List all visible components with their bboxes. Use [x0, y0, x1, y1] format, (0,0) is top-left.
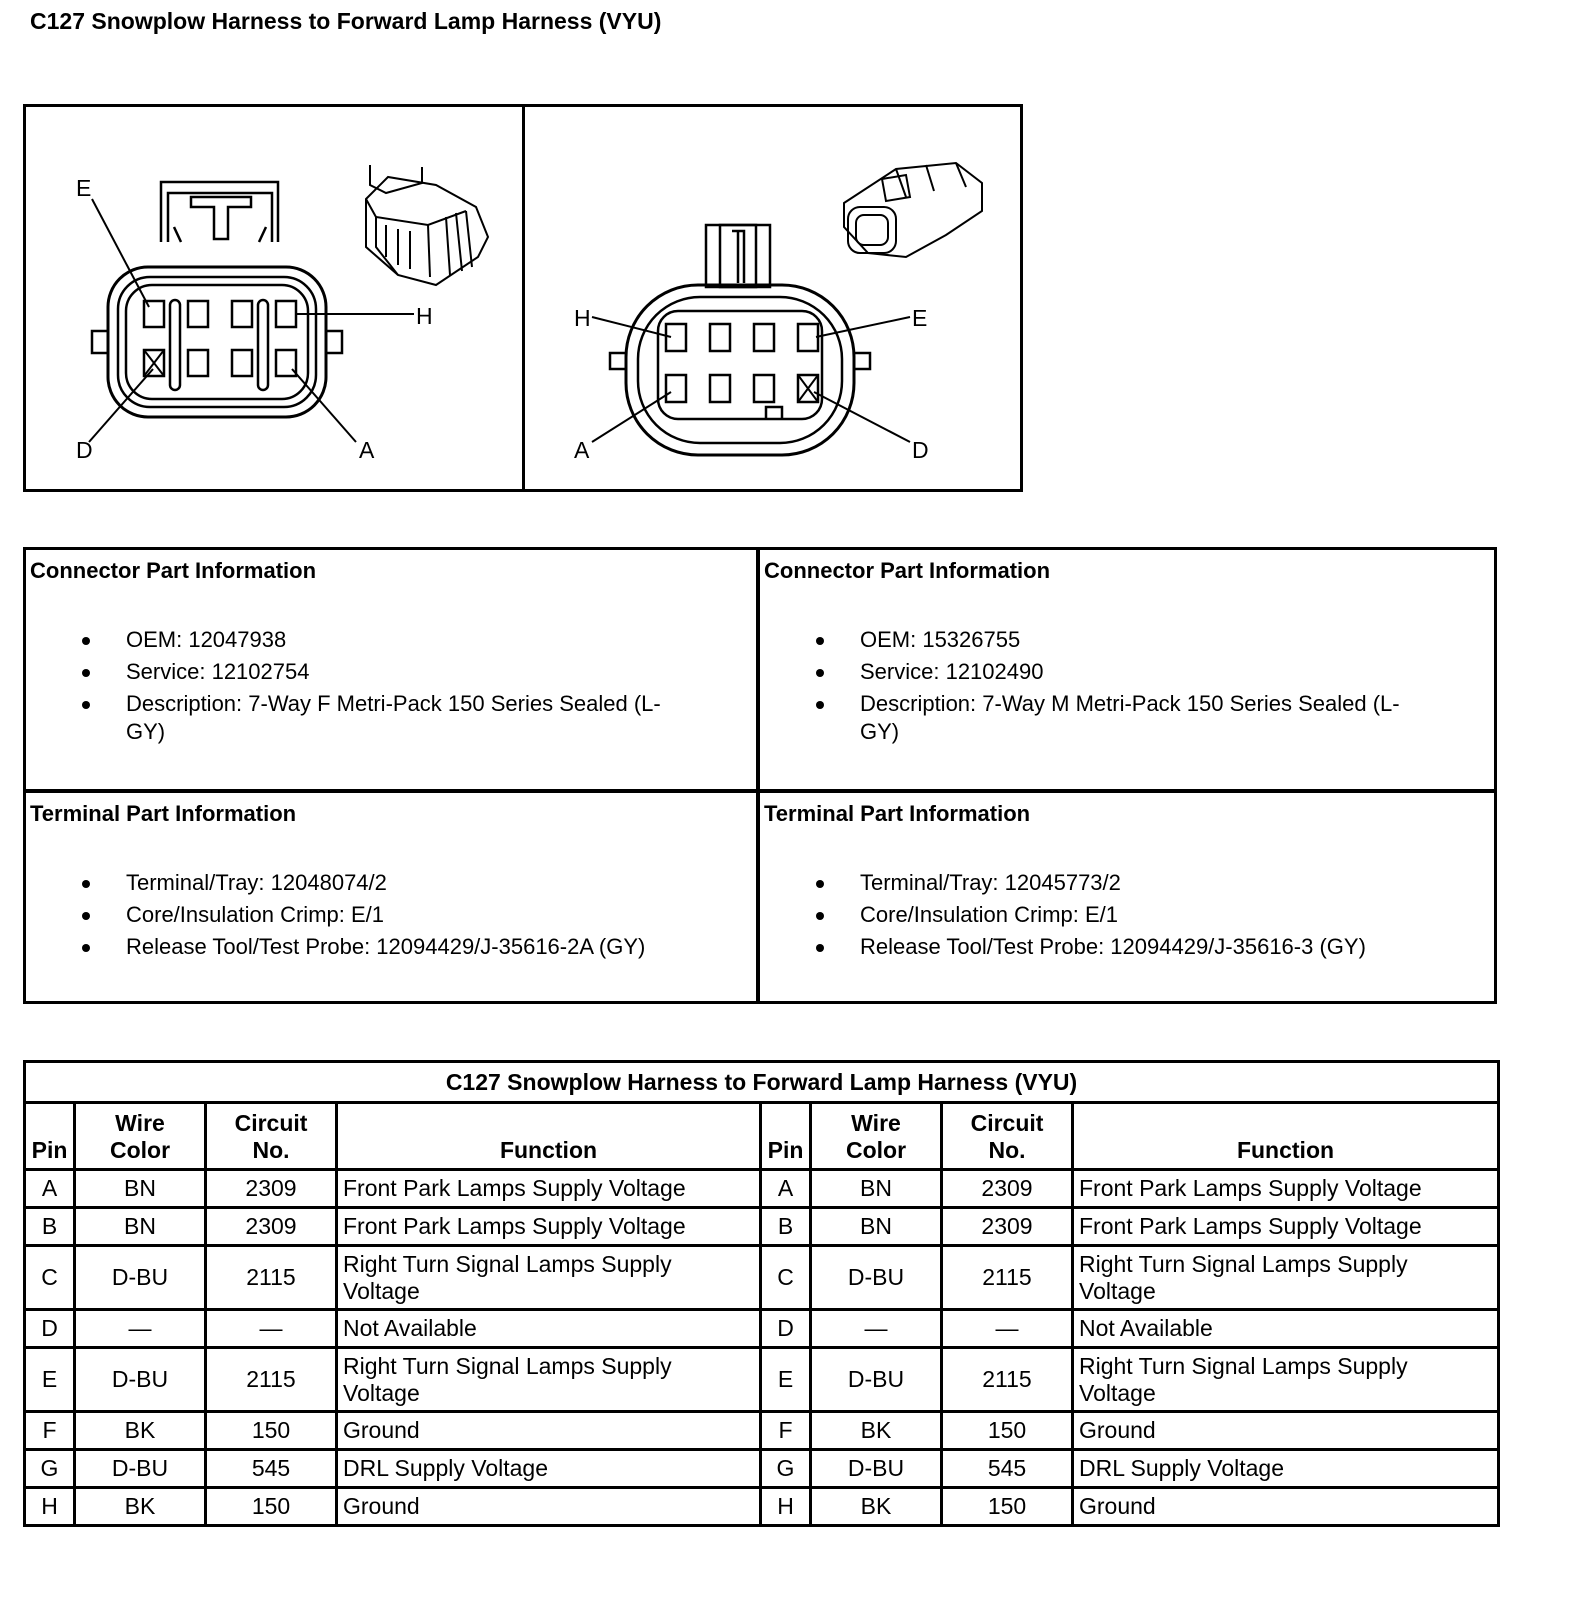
pin-cell: F [25, 1412, 75, 1450]
wire-color-cell: — [75, 1310, 206, 1348]
pin-label-A-right: A [574, 437, 590, 463]
bullet [816, 944, 824, 952]
col-header-circuit: Circuit No. [206, 1103, 337, 1170]
page-title: C127 Snowplow Harness to Forward Lamp Harness (VYU) [30, 8, 662, 34]
pin-label-A-left: A [359, 437, 375, 463]
wire-color-cell: BK [811, 1412, 942, 1450]
wire-color-cell: D-BU [75, 1450, 206, 1488]
circuit-cell: 150 [206, 1412, 337, 1450]
table-row [25, 1170, 1499, 1208]
pin-label-H-right: H [574, 305, 591, 331]
list-item [26, 658, 726, 686]
list-item [760, 658, 1470, 686]
terminal-info-list [760, 869, 1480, 965]
circuit-cell: 2115 [942, 1246, 1073, 1310]
right-connector-info [760, 550, 1494, 789]
pinout-table-caption: C127 Snowplow Harness to Forward Lamp Harness (VYU) [25, 1062, 1499, 1103]
table-row [25, 1488, 1499, 1526]
bullet [82, 880, 90, 888]
release-tool-value: Release Tool/Test Probe: 12094429/J-35616-2A (GY) [126, 934, 646, 959]
list-item-continuation [26, 718, 726, 746]
wire-color-cell: D-BU [75, 1348, 206, 1412]
connector-diagram-panel [23, 104, 1023, 492]
list-item [26, 901, 746, 929]
circuit-cell: 2115 [206, 1246, 337, 1310]
pin-cell: A [761, 1170, 811, 1208]
list-item [760, 933, 1480, 961]
col-header-function: Function [337, 1103, 761, 1170]
wire-color-cell: D-BU [75, 1246, 206, 1310]
pin-cell: B [761, 1208, 811, 1246]
function-cell: Front Park Lamps Supply Voltage [337, 1208, 761, 1246]
pin-cell: E [761, 1348, 811, 1412]
pin-label-H-left: H [416, 303, 433, 329]
terminal-info-heading: Terminal Part Information [30, 801, 297, 826]
pin-cell: H [25, 1488, 75, 1526]
right-terminal-info [760, 793, 1494, 1001]
service-value: Service: 12102754 [126, 659, 310, 684]
col-header-circuit: Circuit No. [942, 1103, 1073, 1170]
table-row [25, 1450, 1499, 1488]
pin-label-D-right: D [912, 437, 929, 463]
circuit-cell: — [942, 1310, 1073, 1348]
function-cell: Ground [1073, 1412, 1499, 1450]
bullet [82, 944, 90, 952]
list-item [760, 690, 1470, 718]
function-cell: Ground [337, 1412, 761, 1450]
wire-color-cell: D-BU [811, 1348, 942, 1412]
pin-cell: C [761, 1246, 811, 1310]
table-row [25, 1348, 1499, 1412]
circuit-cell: 150 [942, 1488, 1073, 1526]
col-header-wire-color: Wire Color [811, 1103, 942, 1170]
bullet [82, 637, 90, 645]
crimp-value: Core/Insulation Crimp: E/1 [860, 902, 1118, 927]
wire-color-cell: BN [811, 1208, 942, 1246]
list-item [760, 901, 1480, 929]
bullet [816, 701, 824, 709]
function-cell: Ground [337, 1488, 761, 1526]
pin-cell: G [761, 1450, 811, 1488]
col-header-pin: Pin [761, 1103, 811, 1170]
circuit-cell: 2309 [206, 1208, 337, 1246]
wire-color-cell: BK [811, 1488, 942, 1526]
wire-color-cell: D-BU [811, 1246, 942, 1310]
terminal-tray-value: Terminal/Tray: 12045773/2 [860, 870, 1121, 895]
bullet [82, 912, 90, 920]
left-connector-info [26, 550, 756, 789]
list-item-continuation [760, 718, 1470, 746]
pin-cell: B [25, 1208, 75, 1246]
bullet [816, 880, 824, 888]
wire-color-cell: BN [811, 1170, 942, 1208]
function-cell: Front Park Lamps Supply Voltage [337, 1170, 761, 1208]
list-item [26, 626, 726, 654]
function-cell: Front Park Lamps Supply Voltage [1073, 1208, 1499, 1246]
connector-info-list [26, 626, 726, 750]
table-row [25, 1310, 1499, 1348]
function-cell: Not Available [337, 1310, 761, 1348]
left-terminal-info [26, 793, 756, 1001]
circuit-cell: 150 [206, 1488, 337, 1526]
table-row [25, 1246, 1499, 1310]
terminal-info-list [26, 869, 746, 965]
function-cell: DRL Supply Voltage [1073, 1450, 1499, 1488]
bullet [82, 669, 90, 677]
wire-color-cell: BN [75, 1208, 206, 1246]
list-item [26, 690, 726, 718]
circuit-cell: 2115 [206, 1348, 337, 1412]
list-item [26, 869, 746, 897]
part-information-table [23, 547, 1497, 1004]
connector-info-heading: Connector Part Information [30, 558, 317, 583]
oem-value: OEM: 15326755 [860, 627, 1021, 652]
pin-cell: C [25, 1246, 75, 1310]
wire-color-cell: — [811, 1310, 942, 1348]
terminal-tray-value: Terminal/Tray: 12048074/2 [126, 870, 387, 895]
wire-color-cell: D-BU [811, 1450, 942, 1488]
circuit-cell: — [206, 1310, 337, 1348]
table-row [25, 1412, 1499, 1450]
circuit-cell: 2309 [942, 1170, 1073, 1208]
pin-label-E-left: E [76, 175, 92, 201]
circuit-cell: 2115 [942, 1348, 1073, 1412]
pinout-table [23, 1060, 1500, 1527]
bullet [816, 669, 824, 677]
function-cell: Right Turn Signal Lamps Supply Voltage [337, 1348, 761, 1412]
connector-info-list [760, 626, 1470, 750]
function-cell: DRL Supply Voltage [337, 1450, 761, 1488]
pin-cell: A [25, 1170, 75, 1208]
terminal-info-heading: Terminal Part Information [764, 801, 1031, 826]
pin-cell: D [761, 1310, 811, 1348]
col-header-pin: Pin [25, 1103, 75, 1170]
pin-cell: H [761, 1488, 811, 1526]
service-value: Service: 12102490 [860, 659, 1044, 684]
pin-cell: D [25, 1310, 75, 1348]
description-value-cont: GY) [860, 719, 900, 744]
pin-cell: F [761, 1412, 811, 1450]
description-value-cont: GY) [126, 719, 166, 744]
wire-color-cell: BK [75, 1488, 206, 1526]
pin-label-D-left: D [76, 437, 93, 463]
figure-divider [522, 107, 525, 489]
col-header-wire-color: Wire Color [75, 1103, 206, 1170]
connector-info-heading: Connector Part Information [764, 558, 1051, 583]
list-item [760, 869, 1480, 897]
table-row [25, 1208, 1499, 1246]
circuit-cell: 150 [942, 1412, 1073, 1450]
col-header-function: Function [1073, 1103, 1499, 1170]
description-value: Description: 7-Way M Metri-Pack 150 Series Sealed (L- [860, 691, 1400, 716]
circuit-cell: 2309 [206, 1170, 337, 1208]
wire-color-cell: BN [75, 1170, 206, 1208]
pin-cell: E [25, 1348, 75, 1412]
function-cell: Ground [1073, 1488, 1499, 1526]
list-item [26, 933, 746, 961]
release-tool-value: Release Tool/Test Probe: 12094429/J-35616-3 (GY) [860, 934, 1366, 959]
function-cell: Not Available [1073, 1310, 1499, 1348]
pin-cell: G [25, 1450, 75, 1488]
pin-label-E-right: E [912, 305, 928, 331]
circuit-cell: 545 [942, 1450, 1073, 1488]
function-cell: Right Turn Signal Lamps Supply Voltage [337, 1246, 761, 1310]
list-item [760, 626, 1470, 654]
crimp-value: Core/Insulation Crimp: E/1 [126, 902, 384, 927]
oem-value: OEM: 12047938 [126, 627, 287, 652]
bullet [816, 912, 824, 920]
bullet [816, 637, 824, 645]
circuit-cell: 545 [206, 1450, 337, 1488]
bullet [82, 701, 90, 709]
function-cell: Front Park Lamps Supply Voltage [1073, 1170, 1499, 1208]
function-cell: Right Turn Signal Lamps Supply Voltage [1073, 1246, 1499, 1310]
wire-color-cell: BK [75, 1412, 206, 1450]
circuit-cell: 2309 [942, 1208, 1073, 1246]
function-cell: Right Turn Signal Lamps Supply Voltage [1073, 1348, 1499, 1412]
pinout-table-header [25, 1103, 1499, 1170]
description-value: Description: 7-Way F Metri-Pack 150 Series Sealed (L- [126, 691, 661, 716]
